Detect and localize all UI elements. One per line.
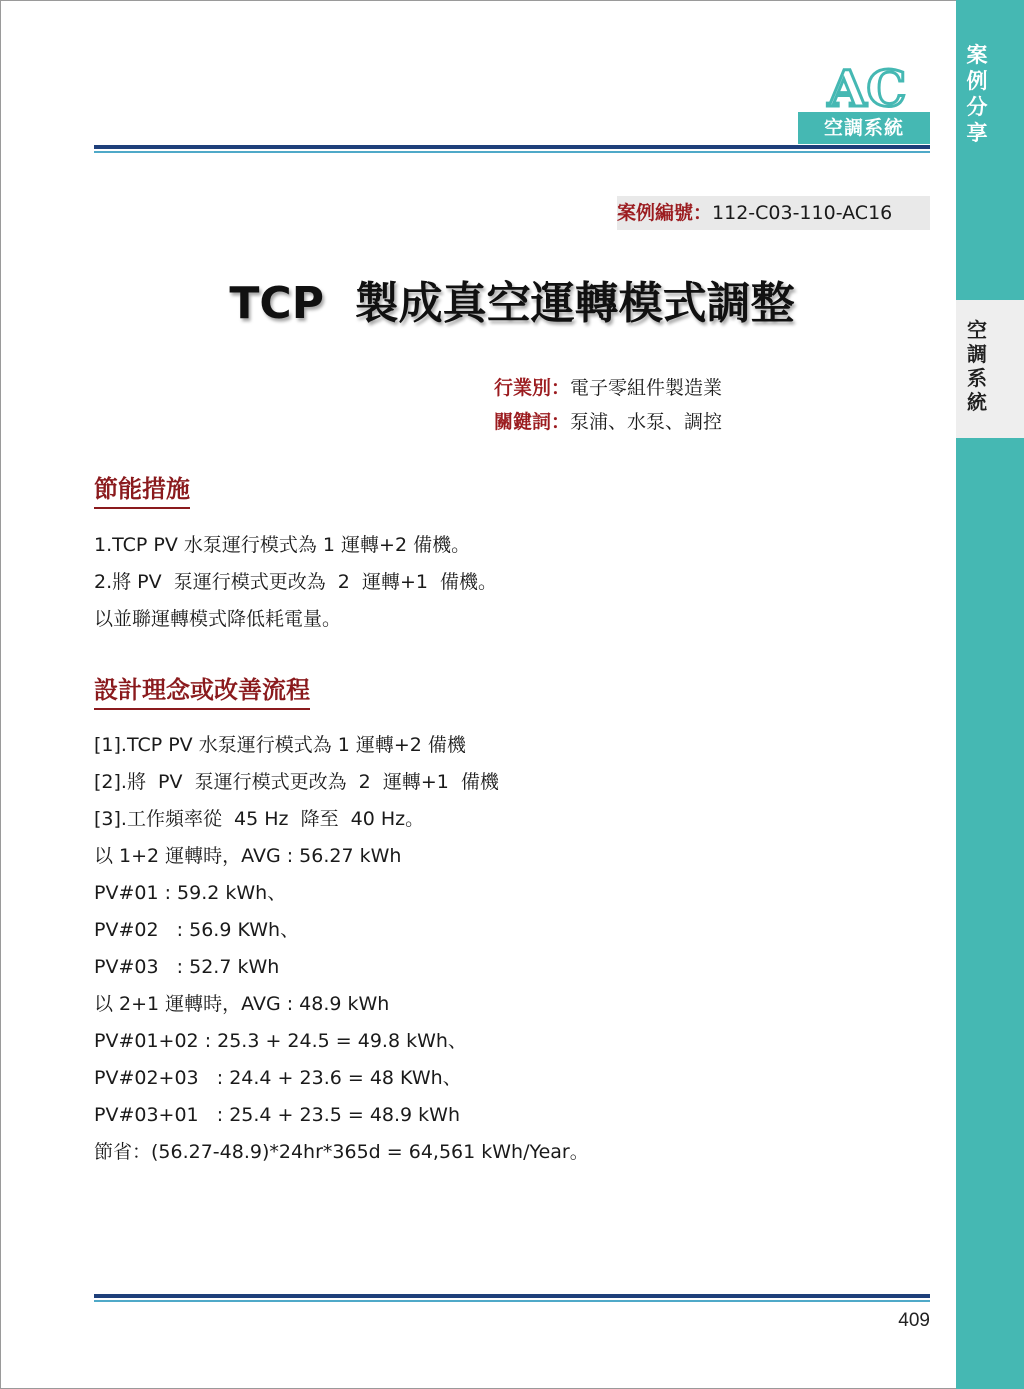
logo-caption: 空調系統	[798, 112, 930, 144]
body-line: 以 2+1 運轉時，AVG : 48.9 kWh	[94, 993, 390, 1015]
case-number-value: 112-C03-110-AC16	[712, 202, 893, 224]
case-number-label: 案例編號：	[617, 202, 713, 224]
body-line: PV#01 : 59.2 kWh、	[94, 882, 287, 904]
industry-value: 電子零組件製造業	[570, 377, 723, 399]
page-title	[0, 272, 1024, 336]
page-title-text: TCP 製成真空運轉模式調整	[229, 278, 795, 329]
body-line: PV#02+03 : 24.4 + 23.6 = 48 KWh、	[94, 1067, 462, 1089]
side-category-label: 案例分享	[966, 43, 988, 145]
keywords-value: 泵浦、水泵、調控	[570, 411, 723, 433]
case-number-box	[617, 196, 930, 230]
body-line: 節省：(56.27-48.9)*24hr*365d = 64,561 kWh/Year。	[94, 1141, 589, 1163]
header-rule-thin	[94, 151, 930, 153]
section-heading-measures: 節能措施	[94, 472, 190, 509]
keywords-label: 關鍵詞：	[494, 411, 571, 433]
section-heading-design: 設計理念或改善流程	[94, 673, 310, 710]
page-number: 409	[898, 1310, 930, 1331]
footer-rule	[94, 1294, 930, 1298]
keywords-row	[494, 407, 722, 437]
footer-rule-thin	[94, 1300, 930, 1302]
ac-logo-letters: AC	[827, 62, 907, 112]
header-rule	[94, 145, 930, 149]
body-line: 2.將 PV 泵運行模式更改為 2 運轉+1 備機。	[94, 571, 498, 593]
body-line: [1].TCP PV 水泵運行模式為 1 運轉+2 備機	[94, 734, 466, 756]
body-line: PV#02 : 56.9 KWh、	[94, 919, 300, 941]
side-strip	[956, 0, 1024, 1389]
ac-logo	[806, 62, 928, 112]
body-line: 以並聯運轉模式降低耗電量。	[94, 608, 342, 630]
section-body-design	[94, 727, 589, 1171]
section-body-measures	[94, 527, 497, 638]
body-line: PV#03 : 52.7 kWh	[94, 956, 280, 978]
industry-row	[494, 373, 722, 403]
body-line: [3].工作頻率從 45 Hz 降至 40 Hz。	[94, 808, 425, 830]
body-line: 以 1+2 運轉時，AVG : 56.27 kWh	[94, 845, 402, 867]
side-tab-label: 空調系統	[967, 318, 987, 414]
body-line: PV#03+01 : 25.4 + 23.5 = 48.9 kWh	[94, 1104, 460, 1126]
body-line: 1.TCP PV 水泵運行模式為 1 運轉+2 備機。	[94, 534, 471, 556]
industry-label: 行業別：	[494, 377, 571, 399]
body-line: [2].將 PV 泵運行模式更改為 2 運轉+1 備機	[94, 771, 499, 793]
body-line: PV#01+02 : 25.3 + 24.5 = 49.8 kWh、	[94, 1030, 467, 1052]
